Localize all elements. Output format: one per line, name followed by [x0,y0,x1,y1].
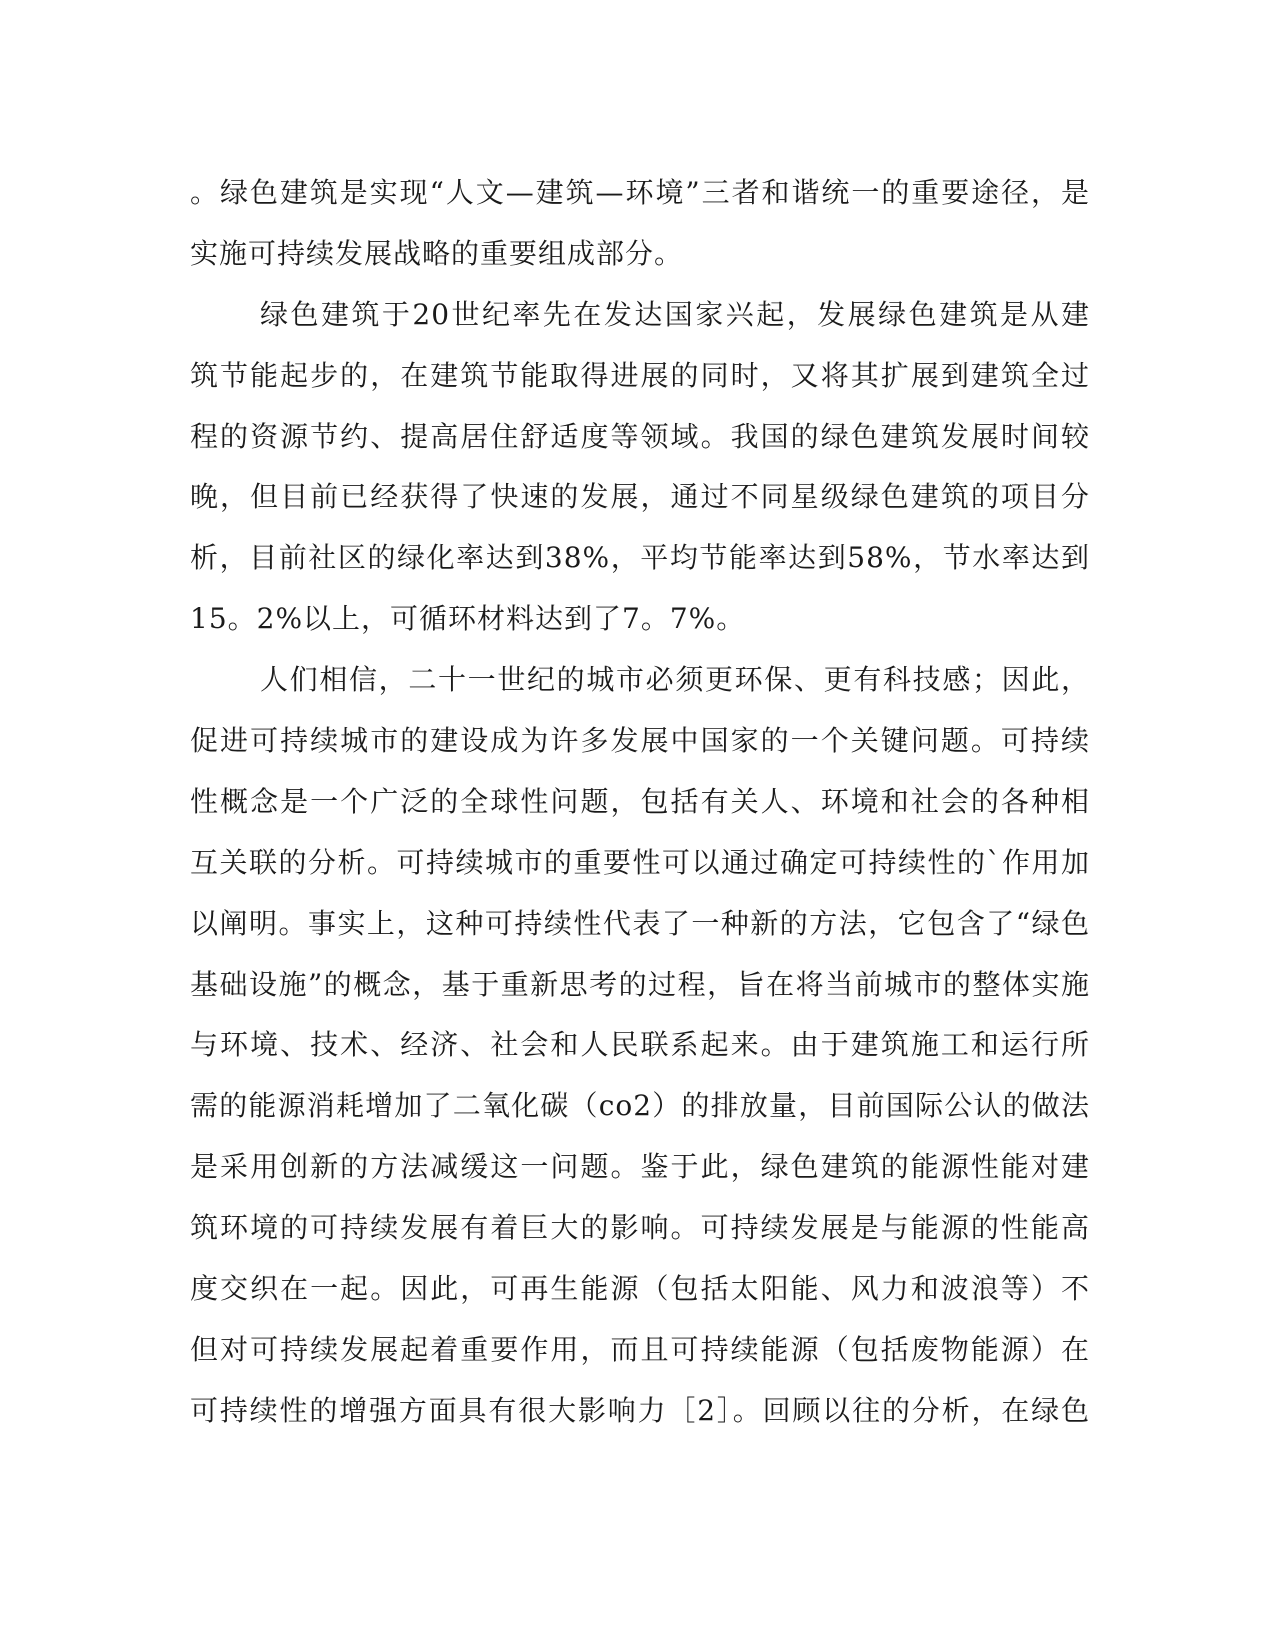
text-line: 。绿色建筑是实现“人文—建筑—环境”三者和谐统一的重要途径，是 [190,176,1090,209]
text-line: 15。2%以上，可循环材料达到了7。7%。 [190,602,746,636]
text-line: 基础设施”的概念，基于重新思考的过程，旨在将当前城市的整体实施 [190,967,1090,1001]
paragraph-first-line: 绿色建筑于20世纪率先在发达国家兴起，发展绿色建筑是从建 [260,297,1090,331]
text-line: 但对可持续发展起着重要作用，而且可持续能源（包括废物能源）在 [190,1332,1090,1366]
text-line: 可持续性的增强方面具有很大影响力［2］。回顾以往的分析，在绿色 [190,1393,1090,1427]
body-text [190,163,1090,1442]
text-line: 是采用创新的方法减缓这一问题。鉴于此，绿色建筑的能源性能对建 [190,1150,1090,1184]
text-line: 互关联的分析。可持续城市的重要性可以通过确定可持续性的`作用加 [190,845,1090,879]
text-line: 筑环境的可持续发展有着巨大的影响。可持续发展是与能源的性能高 [190,1211,1090,1245]
paragraph-first-line: 人们相信，二十一世纪的城市必须更环保、更有科技感；因此， [260,663,1090,697]
text-line: 需的能源消耗增加了二氧化碳（co2）的排放量，目前国际公认的做法 [190,1089,1090,1123]
text-line: 以阐明。事实上，这种可持续性代表了一种新的方法，它包含了“绿色 [190,906,1090,940]
text-line: 度交织在一起。因此，可再生能源（包括太阳能、风力和波浪等）不 [190,1272,1090,1306]
text-line: 析，目前社区的绿化率达到38%，平均节能率达到58%，节水率达到 [190,541,1090,575]
text-line: 促进可持续城市的建设成为许多发展中国家的一个关键问题。可持续 [190,724,1090,758]
text-line: 程的资源节约、提高居住舒适度等领域。我国的绿色建筑发展时间较 [190,419,1090,453]
text-line: 晚，但目前已经获得了快速的发展，通过不同星级绿色建筑的项目分 [190,480,1090,514]
text-line: 与环境、技术、经济、社会和人民联系起来。由于建筑施工和运行所 [190,1028,1090,1062]
text-line: 筑节能起步的，在建筑节能取得进展的同时，又将其扩展到建筑全过 [190,358,1090,392]
text-line: 实施可持续发展战略的重要组成部分。 [190,236,684,270]
text-line: 性概念是一个广泛的全球性问题，包括有关人、环境和社会的各种相 [190,784,1090,818]
